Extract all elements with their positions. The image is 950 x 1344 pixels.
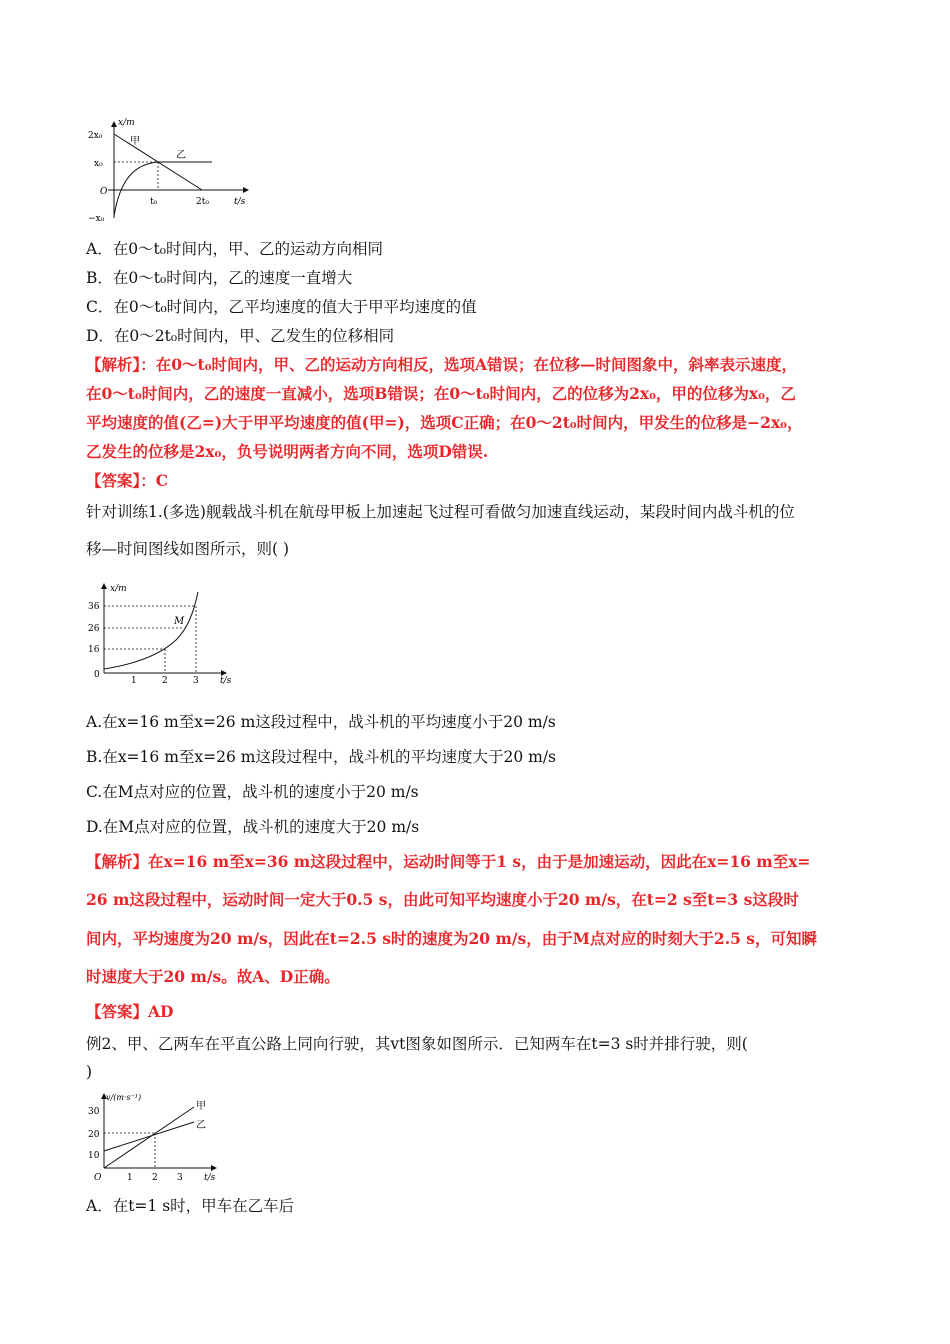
q2-analysis-line-4: 时速度大于20 m/s。故A、D正确。	[86, 967, 340, 986]
x-tick-t0: t₀	[150, 197, 158, 207]
q1-analysis-line-4: 乙发生的位移是2x₀，负号说明两者方向不同，选项D错误.	[86, 442, 489, 461]
figure-vt-jia-yi	[86, 1090, 226, 1185]
q1-option-c: C．在0～t₀时间内，乙平均速度的值大于甲平均速度的值	[86, 298, 477, 316]
y-tick-10: 10	[88, 1151, 100, 1161]
figure-xt-fighter	[86, 580, 236, 690]
x-tick-1: 1	[127, 1173, 133, 1183]
y-tick-0: 0	[94, 670, 100, 680]
q2-option-d: D.在M点对应的位置，战斗机的速度大于20 m/s	[86, 818, 420, 836]
q2-analysis-line-2: 26 m这段过程中，运动时间一定大于0.5 s，由此可知平均速度小于20 m/s，在t=2 s至t=3 s这段时	[86, 890, 799, 909]
yi-label: 乙	[176, 150, 186, 161]
y-tick-neg-x0: −x₀	[88, 214, 105, 224]
xt-curve	[104, 592, 198, 669]
y-axis-label: x/m	[118, 118, 135, 128]
q3-stem-line-1: 例2、甲、乙两车在平直公路上同向行驶，其vt图象如图所示．已知两车在t=3 s时并排行驶，则(	[86, 1035, 748, 1053]
q2-answer: 【答案】AD	[86, 1002, 174, 1021]
x-axis-label: t/s	[220, 676, 232, 686]
q3-option-a: A．在t=1 s时，甲车在乙车后	[86, 1197, 295, 1215]
y-axis-label: x/m	[110, 584, 127, 594]
yi-label: 乙	[196, 1120, 206, 1131]
yi-line	[104, 1122, 194, 1151]
y-tick-26: 26	[88, 624, 100, 634]
q1-analysis-line-3: 平均速度的值(乙=)大于甲平均速度的值(甲=)，选项C正确；在0～2t₀时间内，甲发生的位移是−2x₀，	[86, 413, 803, 432]
y-tick-16: 16	[88, 645, 100, 655]
x-tick-1: 1	[131, 676, 137, 686]
q2-option-c: C.在M点对应的位置，战斗机的速度小于20 m/s	[86, 783, 419, 801]
q2-analysis-line-3: 间内，平均速度为20 m/s，因此在t=2.5 s时的速度为20 m/s，由于M点对应的时刻大于2.5 s，可知瞬	[86, 929, 817, 948]
q2-stem-line-1: 针对训练1.(多选)舰载战斗机在航母甲板上加速起飞过程可看做匀加速直线运动，某段时间内战斗机的位	[86, 503, 795, 521]
point-m-label: M	[174, 616, 185, 627]
y-tick-36: 36	[88, 602, 100, 612]
q1-analysis-line-2: 在0～t₀时间内，乙的速度一直减小，选项B错误；在0～t₀时间内，乙的位移为2x₀，甲的位移为x₀，乙	[86, 384, 796, 403]
y-tick-origin: O	[100, 187, 108, 197]
x-axis-label: t/s	[234, 197, 246, 207]
x-tick-2: 2	[152, 1173, 158, 1183]
yi-curve	[114, 162, 212, 216]
q1-analysis-line-1: 【解析】：在0～t₀时间内，甲、乙的运动方向相反，选项A错误；在位移—时间图象中，斜率表示速度，	[86, 355, 798, 374]
x-tick-2t0: 2t₀	[196, 197, 209, 207]
x-tick-2: 2	[162, 676, 168, 686]
jia-line	[104, 1107, 194, 1168]
figure-xt-jia-yi	[86, 116, 256, 224]
q2-option-b: B.在x=16 m至x=26 m这段过程中，战斗机的平均速度大于20 m/s	[86, 748, 556, 766]
q1-option-b: B．在0～t₀时间内，乙的速度一直增大	[86, 269, 353, 287]
q2-analysis-line-1: 【解析】在x=16 m至x=36 m这段过程中，运动时间等于1 s，由于是加速运动，因此在x=16 m至x=	[86, 852, 811, 871]
jia-label: 甲	[130, 136, 140, 147]
y-tick-2x0: 2x₀	[88, 131, 103, 141]
y-tick-20: 20	[88, 1130, 100, 1140]
q1-option-d: D．在0～2t₀时间内，甲、乙发生的位移相同	[86, 327, 395, 345]
q2-stem-line-2: 移—时间图线如图所示，则( )	[86, 540, 290, 558]
y-axis-label: v/(m·s⁻¹)	[106, 1093, 142, 1102]
x-tick-3: 3	[177, 1173, 183, 1183]
y-tick-x0: x₀	[94, 159, 103, 169]
q3-stem-line-2: )	[86, 1063, 93, 1081]
q1-answer: 【答案】：C	[86, 471, 169, 490]
y-tick-origin: O	[94, 1173, 102, 1183]
y-tick-30: 30	[88, 1107, 100, 1117]
x-tick-3: 3	[193, 676, 199, 686]
jia-label: 甲	[196, 1101, 206, 1112]
q2-option-a: A.在x=16 m至x=26 m这段过程中，战斗机的平均速度小于20 m/s	[86, 713, 556, 731]
x-axis-label: t/s	[204, 1173, 216, 1183]
q1-option-a: A．在0～t₀时间内，甲、乙的运动方向相同	[86, 240, 383, 258]
